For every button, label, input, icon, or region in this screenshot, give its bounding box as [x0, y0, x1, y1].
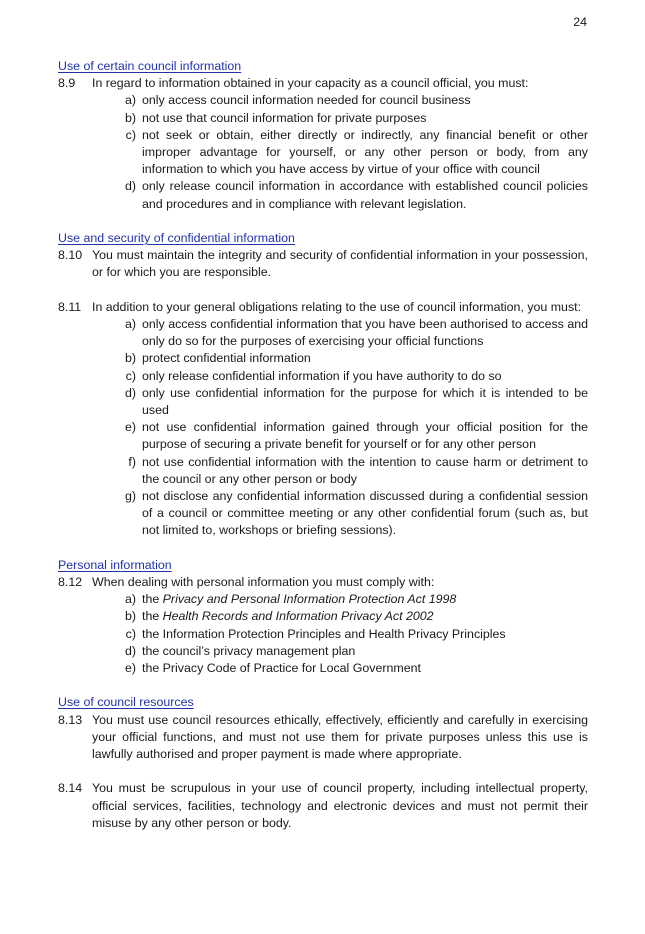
clause-text: You must use council resources ethically, effectively, efficiently and carefully in exercising your official functions, and must not use them for private purposes unless this use is lawfully authorised and proper payment is made where appropriate. [92, 712, 588, 761]
spacer [58, 213, 588, 230]
item-text: only release council information in accordance with established council policies and procedures and in compliance with relevant legislation. [142, 179, 588, 211]
section-heading: Use and security of confidential information [58, 231, 295, 245]
item-text: not disclose any confidential information discussed during a confidential session of a council or committee meeting or any other confidential forum (such as, but not limited to, workshops or briefing sessions). [142, 489, 588, 538]
item-label: c) [125, 626, 136, 641]
clause-number: 8.10 [58, 248, 83, 263]
item-text: not seek or obtain, either directly or indirectly, any financial benefit or other improper advantage for yourself, or any other person or body, from any information to which you have access by virtue of your office with council [142, 127, 588, 177]
act-title: Health Records and Information Privacy Act 2002 [162, 609, 434, 624]
list-item [58, 419, 588, 453]
clause-8-14 [58, 780, 588, 832]
item-label: d) [124, 643, 136, 658]
spacer [58, 763, 588, 780]
clause-8-9 [58, 75, 588, 92]
item-label: b) [124, 351, 136, 366]
item-text: not use confidential information with the intention to cause harm or detriment to the council or any other person or body [142, 454, 588, 486]
act-title: Privacy and Personal Information Protection Act 1998 [162, 592, 457, 607]
list-item [58, 350, 588, 367]
list-item [58, 488, 588, 540]
clause-number: 8.13 [58, 712, 83, 727]
list-item [58, 626, 588, 643]
item-text: not use that council information for private purposes [142, 110, 427, 125]
item-label: e) [124, 661, 136, 676]
clause-list [58, 591, 588, 677]
list-item [58, 591, 588, 608]
list-item [58, 368, 588, 385]
item-label: f) [128, 454, 136, 469]
item-text [142, 608, 588, 625]
section-heading: Use of certain council information [58, 59, 242, 73]
spacer [58, 282, 588, 299]
clause-number: 8.9 [58, 76, 76, 91]
clause-8-10 [58, 247, 588, 281]
clause-text: In regard to information obtained in your capacity as a council official, you must: [92, 76, 529, 91]
list-item [58, 643, 588, 660]
list-item [58, 110, 588, 127]
item-text: the Information Protection Principles and Health Privacy Principles [142, 626, 506, 641]
section-heading: Use of council resources [58, 695, 194, 710]
item-label: d) [124, 179, 136, 194]
item-label: e) [124, 420, 136, 435]
clause-text: In addition to your general obligations relating to the use of council information, you must: [92, 299, 582, 314]
list-item [58, 127, 588, 179]
clause-number: 8.11 [58, 299, 82, 314]
clause-text: You must be scrupulous in your use of council property, including intellectual property, official services, facilities, technology and electronic devices and must not permit their misuse by any other person or body. [92, 781, 588, 830]
item-text: not use confidential information gained through your official position for the purpose of securing a private benefit for yourself or for any other person [142, 420, 588, 452]
list-item [58, 385, 588, 419]
item-label: c) [125, 127, 136, 142]
item-label: a) [124, 316, 136, 331]
item-prefix: the [142, 609, 163, 624]
clause-text: When dealing with personal information you must comply with: [92, 575, 435, 589]
item-text: only use confidential information for the purpose for which it is intended to be used [142, 385, 588, 417]
item-text: only access council information needed for council business [142, 93, 471, 108]
list-item [58, 178, 588, 212]
item-text: only release confidential information if you have authority to do so [142, 368, 502, 383]
item-text: only access confidential information that you have been authorised to access and only do so for the purposes of exercising your official functions [142, 316, 588, 349]
list-item [58, 92, 588, 109]
item-text [142, 591, 588, 608]
item-label: d) [124, 385, 136, 400]
item-label: c) [125, 368, 136, 383]
item-text: protect confidential information [142, 351, 311, 366]
clause-list [58, 92, 588, 212]
list-item [58, 608, 588, 625]
item-text: the Privacy Code of Practice for Local Government [142, 661, 421, 676]
clause-number: 8.14 [58, 781, 83, 796]
spacer [58, 540, 588, 557]
clause-8-12 [58, 574, 588, 591]
clause-list [58, 316, 588, 540]
spacer [58, 677, 588, 694]
item-prefix: the [142, 592, 163, 607]
page-number: 24 [573, 15, 587, 29]
item-label: b) [124, 609, 136, 624]
list-item [58, 660, 588, 677]
item-text: the council’s privacy management plan [142, 643, 356, 658]
clause-8-13 [58, 712, 588, 764]
item-label: g) [124, 489, 136, 504]
list-item [58, 316, 588, 350]
clause-8-11 [58, 299, 588, 316]
item-label: b) [124, 110, 136, 125]
item-label: a) [124, 592, 136, 607]
document-body [58, 58, 588, 832]
section-heading: Personal information [58, 557, 172, 572]
clause-text: You must maintain the integrity and security of confidential information in your possession, or for which you are responsible. [92, 248, 588, 280]
clause-number: 8.12 [58, 575, 83, 589]
item-label: a) [124, 93, 136, 108]
list-item [58, 454, 588, 488]
